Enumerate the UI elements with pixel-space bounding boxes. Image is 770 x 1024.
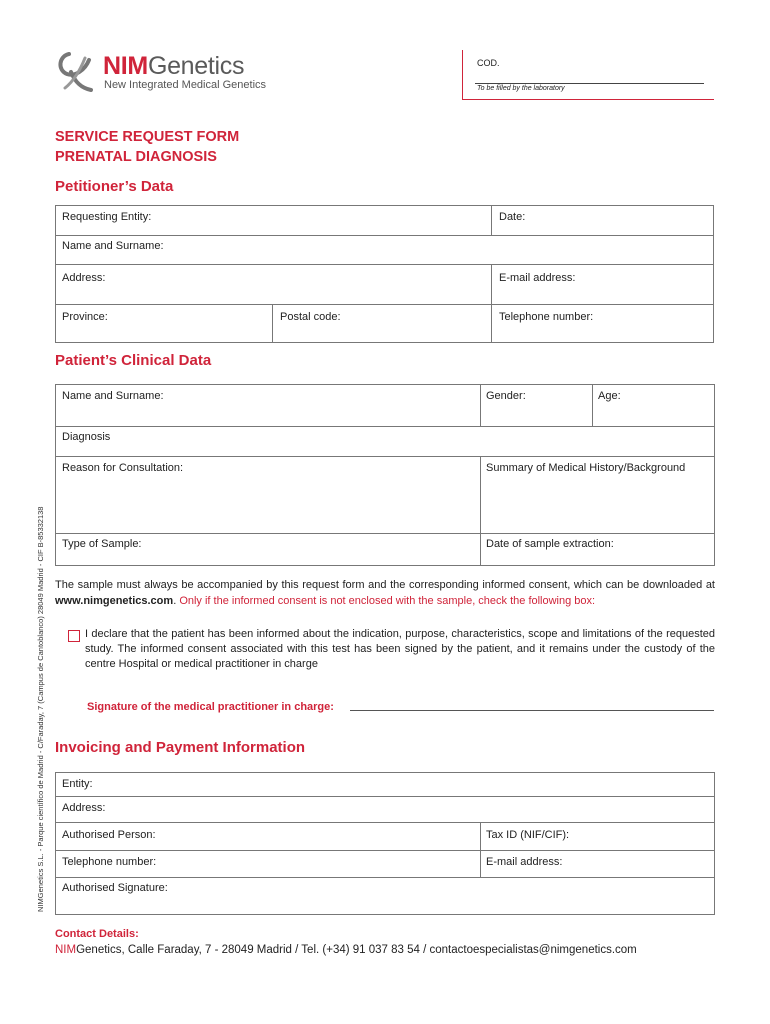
website-link[interactable]: www.nimgenetics.com (55, 595, 174, 607)
cod-label: COD. (477, 58, 500, 68)
sample-type-field[interactable]: Type of Sample: (62, 538, 142, 550)
patient-heading: Patient’s Clinical Data (55, 352, 212, 369)
authorised-signature-field[interactable]: Authorised Signature: (62, 882, 168, 894)
cod-field[interactable] (475, 83, 704, 84)
title-line-1: SERVICE REQUEST FORM (55, 129, 240, 145)
sample-date-field[interactable]: Date of sample extraction: (486, 538, 614, 550)
province-field[interactable]: Province: (62, 311, 108, 323)
diagnosis-field[interactable]: Diagnosis (62, 431, 111, 443)
sample-note: The sample must always be accompanied by this request form and the corresponding informed consent, which can be downloaded at www.nimgenetics.com. Only if the informed consent is not enclosed with the sample, check the following box: (55, 579, 715, 607)
postal-code-field[interactable]: Postal code: (280, 311, 341, 323)
lab-code-box (462, 50, 714, 100)
signature-label: Signature of the medical practitioner in charge: (87, 701, 334, 713)
patient-name-field[interactable]: Name and Surname: (62, 390, 164, 402)
requesting-entity-field[interactable]: Requesting Entity: (62, 211, 152, 223)
petitioner-table (55, 205, 714, 343)
brand-name: NIMGenetics (103, 52, 245, 80)
lab-note: To be filled by the laboratory (477, 85, 565, 92)
petitioner-name-field[interactable]: Name and Surname: (62, 240, 164, 252)
authorised-person-field[interactable]: Authorised Person: (62, 829, 156, 841)
email-field[interactable]: E-mail address: (499, 272, 576, 284)
invoicing-table (55, 772, 715, 915)
declaration-text: I declare that the patient has been informed about the indication, purpose, characteristics, scope and limitations of the requested study. The informed consent associated with this test has been signed by the patient, and it remains under the custody of the centre Hospital or medical practitioner in charge (85, 628, 715, 670)
gender-field[interactable]: Gender: (486, 390, 526, 402)
age-field[interactable]: Age: (598, 390, 621, 402)
contact-label: Contact Details: (55, 928, 139, 940)
billing-address-field[interactable]: Address: (62, 802, 106, 814)
contact-details: NIMGenetics, Calle Faraday, 7 - 28049 Madrid / Tel. (+34) 91 037 83 54 / contactoespecialistas@nimgenetics.com (55, 944, 637, 956)
title-line-2: PRENATAL DIAGNOSIS (55, 149, 217, 165)
ribbon-logo-icon (55, 50, 101, 92)
company-info-vertical: NIMGenetics S.L. - Parque científico de Madrid - C/Faraday, 7 (Campus de Cantoblanco) 28049 Madrid - CIF B-85332138 (36, 506, 45, 912)
telephone-field[interactable]: Telephone number: (499, 311, 594, 323)
history-field[interactable]: Summary of Medical History/Background (486, 462, 686, 474)
address-field[interactable]: Address: (62, 272, 106, 284)
billing-telephone-field[interactable]: Telephone number: (62, 856, 157, 868)
form-title (55, 127, 239, 167)
brand-tagline: New Integrated Medical Genetics (104, 79, 267, 91)
billing-email-field[interactable]: E-mail address: (486, 856, 563, 868)
date-field[interactable]: Date: (499, 211, 526, 223)
invoicing-heading: Invoicing and Payment Information (55, 739, 306, 756)
nimgenetics-logo (55, 50, 285, 100)
consent-checkbox[interactable] (68, 630, 80, 642)
tax-id-field[interactable]: Tax ID (NIF/CIF): (486, 829, 570, 841)
patient-table (55, 384, 715, 566)
signature-field[interactable] (350, 710, 714, 711)
reason-field[interactable]: Reason for Consultation: (62, 462, 184, 474)
billing-entity-field[interactable]: Entity: (62, 778, 93, 790)
petitioner-heading: Petitioner’s Data (55, 178, 174, 195)
